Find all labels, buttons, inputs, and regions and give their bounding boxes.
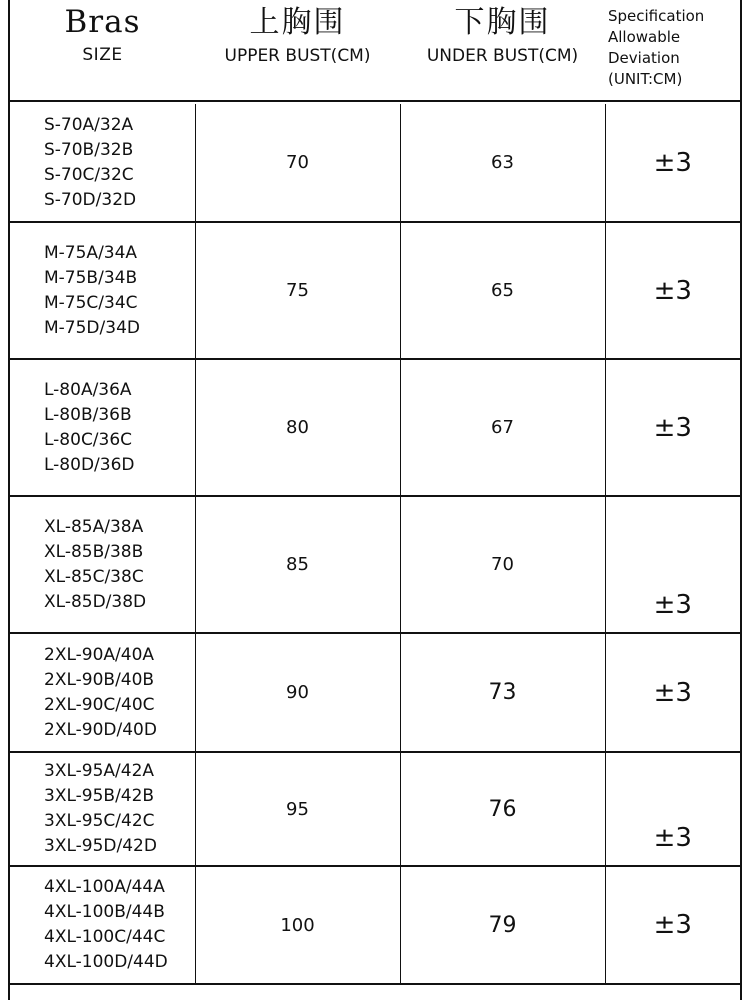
table-row <box>10 633 740 752</box>
header-deviation-line4: (UNIT:CM) <box>608 70 683 88</box>
table-header <box>0 0 750 100</box>
size-variant: 4XL-100D/44D <box>44 952 168 972</box>
size-variant: 4XL-100B/44B <box>44 902 165 922</box>
deviation-cell: ±3 <box>605 633 740 752</box>
size-cell <box>10 222 195 359</box>
deviation-cell: ±3 <box>605 496 740 633</box>
header-size-subtitle: SIZE <box>82 45 123 65</box>
header-deviation-line3: Deviation <box>608 49 680 67</box>
size-cell <box>10 752 195 866</box>
upper-bust-cell: 75 <box>195 222 400 359</box>
size-variant: 3XL-95A/42A <box>44 761 155 781</box>
size-variant: S-70D/32D <box>44 189 137 210</box>
deviation-cell: ±3 <box>605 752 740 866</box>
size-variant: 2XL-90A/40A <box>44 644 155 665</box>
table-row <box>10 752 740 866</box>
size-variant: 2XL-90B/40B <box>44 669 155 690</box>
size-variant: XL-85A/38A <box>44 516 144 537</box>
size-variant: 2XL-90D/40D <box>44 719 157 740</box>
under-bust-cell: 67 <box>400 359 605 496</box>
upper-bust-cell: 85 <box>195 496 400 633</box>
size-cell <box>10 496 195 633</box>
under-bust-cell: 73 <box>400 633 605 752</box>
size-variant: L-80C/36C <box>44 429 133 450</box>
upper-bust-cell: 90 <box>195 633 400 752</box>
size-variant: S-70C/32C <box>44 164 134 185</box>
size-variant: M-75C/34C <box>44 292 138 313</box>
header-size-column <box>10 2 195 68</box>
under-bust-cell: 76 <box>400 752 605 866</box>
size-variant: XL-85C/38C <box>44 566 144 587</box>
deviation-cell: ±3 <box>605 866 740 984</box>
size-variant: 3XL-95B/42B <box>44 786 155 806</box>
frame-right-border <box>740 0 742 1000</box>
under-bust-cell: 65 <box>400 222 605 359</box>
under-bust-cell: 63 <box>400 104 605 222</box>
size-variant: 4XL-100C/44C <box>44 927 166 947</box>
size-variant: XL-85B/38B <box>44 541 144 562</box>
header-deviation-column <box>608 6 740 90</box>
upper-bust-cell: 95 <box>195 752 400 866</box>
size-variant: L-80D/36D <box>44 454 135 475</box>
upper-bust-cell: 80 <box>195 359 400 496</box>
size-cell <box>10 633 195 752</box>
size-variant: 4XL-100A/44A <box>44 877 165 897</box>
table-row <box>10 496 740 633</box>
size-variant: M-75A/34A <box>44 242 138 263</box>
table-row <box>10 866 740 984</box>
size-table <box>10 104 740 985</box>
size-cell <box>10 359 195 496</box>
size-variant: 3XL-95C/42C <box>44 811 155 831</box>
under-bust-cell: 70 <box>400 496 605 633</box>
header-upper-bust-column <box>195 2 400 68</box>
under-bust-cell: 79 <box>400 866 605 984</box>
header-deviation-line2: Allowable <box>608 28 681 46</box>
size-variant: 2XL-90C/40C <box>44 694 155 715</box>
size-variant: M-75B/34B <box>44 267 138 288</box>
header-upper-bust-title: 上胸围 <box>249 5 346 40</box>
deviation-cell: ±3 <box>605 359 740 496</box>
header-divider <box>10 100 740 102</box>
upper-bust-cell: 100 <box>195 866 400 984</box>
size-variant: L-80A/36A <box>44 379 132 400</box>
header-upper-bust-subtitle: UPPER BUST(CM) <box>224 46 371 66</box>
deviation-cell: ±3 <box>605 104 740 222</box>
header-under-bust-subtitle: UNDER BUST(CM) <box>426 46 579 66</box>
size-variant: M-75D/34D <box>44 317 140 338</box>
size-variant: XL-85D/38D <box>44 591 147 612</box>
size-cell <box>10 866 195 984</box>
header-deviation-line1: Specification <box>608 7 705 25</box>
size-variant: L-80B/36B <box>44 404 132 425</box>
size-variant: S-70A/32A <box>44 114 134 135</box>
size-variant: S-70B/32B <box>44 139 134 160</box>
size-cell <box>10 104 195 222</box>
header-under-bust-title: 下胸围 <box>454 5 551 40</box>
table-row <box>10 104 740 222</box>
header-size-title: Bras <box>64 4 141 40</box>
deviation-cell: ±3 <box>605 222 740 359</box>
upper-bust-cell: 70 <box>195 104 400 222</box>
size-variant: 3XL-95D/42D <box>44 836 157 856</box>
header-under-bust-column <box>400 2 605 68</box>
table-row <box>10 359 740 496</box>
table-row <box>10 222 740 359</box>
